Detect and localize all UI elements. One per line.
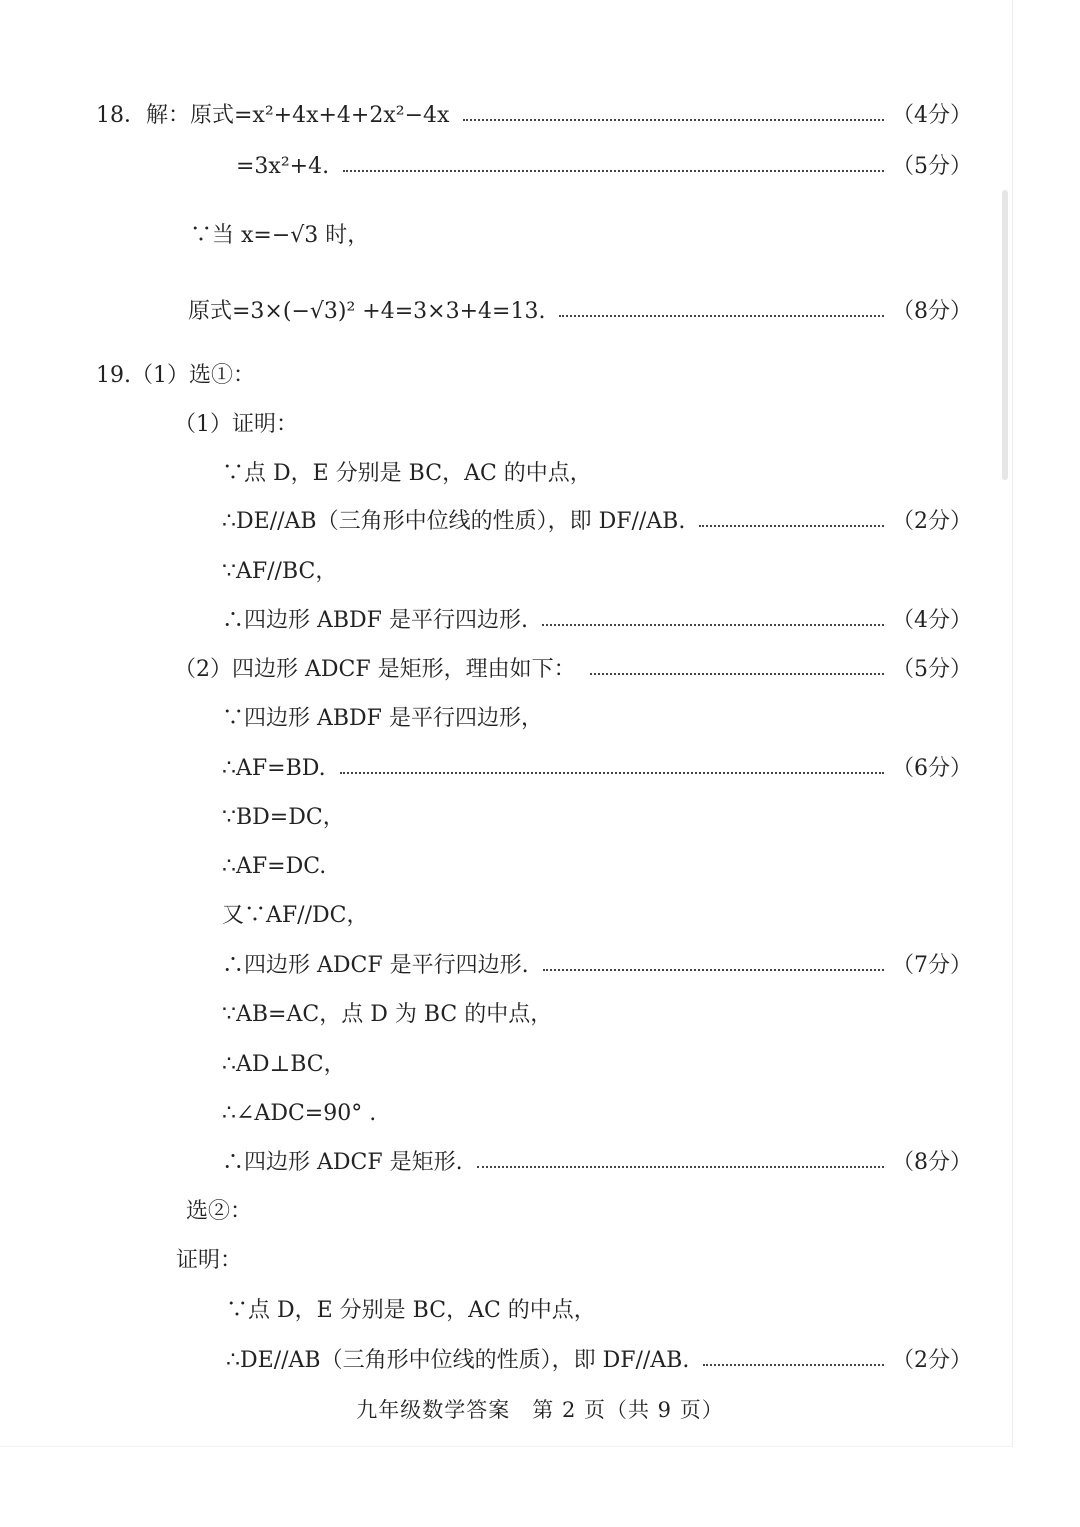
q18-line-1	[96, 101, 896, 131]
q18-evaluation: 原式=3×(−√3)² +4=3×3+4=13.	[188, 299, 546, 324]
score-mark: （5分）	[892, 657, 972, 682]
q19-heading-text: 19.（1）选①：	[96, 363, 255, 388]
proof-line-text: ∵BD=DC，	[222, 805, 345, 830]
proof-line	[222, 803, 345, 833]
proof-line-text: ∵AB=AC，点 D 为 BC 的中点，	[222, 1002, 553, 1027]
leader-dots	[699, 525, 884, 527]
proof-line-text: ∴四边形 ADCF 是平行四边形.	[222, 953, 529, 978]
proof-line	[222, 459, 592, 489]
proof-line	[222, 507, 896, 537]
q18-expression: 解：原式=x²+4x+4+2x²−4x	[146, 103, 450, 128]
proof-line	[222, 754, 896, 784]
leader-dots	[703, 1364, 884, 1366]
score-mark: （6分）	[892, 756, 972, 781]
proof-line-text: ∴DE//AB（三角形中位线的性质），即 DF//AB.	[222, 509, 686, 534]
proof-line	[222, 1050, 346, 1080]
proof-heading-text: （1）证明：	[174, 412, 298, 437]
leader-dots	[543, 969, 884, 971]
page-footer: 九年级数学答案 第 2 页（共 9 页）	[356, 1398, 724, 1422]
proof-heading	[176, 1246, 242, 1276]
proof-heading-text: 证明：	[176, 1248, 243, 1273]
proof-line	[222, 606, 896, 636]
leader-dots	[559, 315, 884, 317]
proof-line-text: ∴DE//AB（三角形中位线的性质），即 DF//AB.	[226, 1348, 690, 1373]
leader-dots	[542, 624, 884, 626]
proof-line	[222, 951, 896, 981]
q18-simplified: =3x²+4.	[236, 154, 330, 179]
proof-line-text: ∴四边形 ABDF 是平行四边形.	[222, 608, 528, 633]
q18-line-3	[190, 221, 369, 251]
score-mark: （5分）	[892, 154, 972, 179]
proof-line	[222, 1148, 896, 1178]
proof-line	[222, 901, 368, 931]
proof-line-text: ∴四边形 ADCF 是矩形.	[222, 1150, 463, 1175]
q19-heading	[96, 361, 255, 391]
proof-line-text: ∵AF//BC，	[222, 559, 338, 584]
leader-dots	[590, 673, 884, 675]
leader-dots	[343, 170, 884, 172]
leader-dots	[477, 1166, 884, 1168]
score-mark: （7分）	[892, 953, 972, 978]
proof-line	[222, 704, 543, 734]
proof-line	[222, 557, 337, 587]
score-mark: （4分）	[892, 103, 972, 128]
proof-heading	[174, 410, 298, 440]
score-mark: （8分）	[892, 1150, 972, 1175]
proof-line	[222, 1099, 376, 1129]
q18-condition: ∵当 x=−√3 时，	[190, 223, 370, 248]
vertical-scrollbar[interactable]	[1000, 190, 1010, 490]
leader-dots	[463, 119, 884, 121]
scrollbar-thumb[interactable]	[1002, 190, 1008, 480]
q18-number: 18．	[96, 103, 146, 128]
score-mark: （2分）	[892, 509, 972, 534]
proof-line-text: ∴AF=BD.	[222, 756, 326, 781]
proof-line-text: ∵点 D，E 分别是 BC，AC 的中点，	[222, 461, 592, 486]
score-mark: （4分）	[892, 608, 972, 633]
option2-heading	[186, 1197, 252, 1227]
part2-heading	[174, 655, 896, 685]
score-mark: （8分）	[892, 299, 972, 324]
proof-line	[222, 1000, 552, 1030]
leader-dots	[340, 772, 884, 774]
part2-heading-text: （2）四边形 ADCF 是矩形，理由如下：	[174, 657, 576, 682]
score-mark: （2分）	[892, 1348, 972, 1373]
proof-line-text: ∵四边形 ABDF 是平行四边形，	[222, 706, 543, 731]
proof-line	[226, 1346, 896, 1376]
option2-heading-text: 选②：	[186, 1199, 253, 1224]
q18-line-4	[188, 297, 896, 327]
proof-line-text: ∵点 D，E 分别是 BC，AC 的中点，	[226, 1298, 596, 1323]
proof-line-text: 又∵AF//DC，	[222, 903, 369, 928]
proof-line-text: ∴AF=DC.	[222, 854, 327, 879]
proof-line	[222, 852, 326, 882]
q18-line-2	[236, 152, 896, 182]
proof-line-text: ∴∠ADC=90° .	[222, 1101, 377, 1126]
proof-line-text: ∴AD⊥BC，	[222, 1052, 346, 1077]
proof-line	[226, 1296, 596, 1326]
